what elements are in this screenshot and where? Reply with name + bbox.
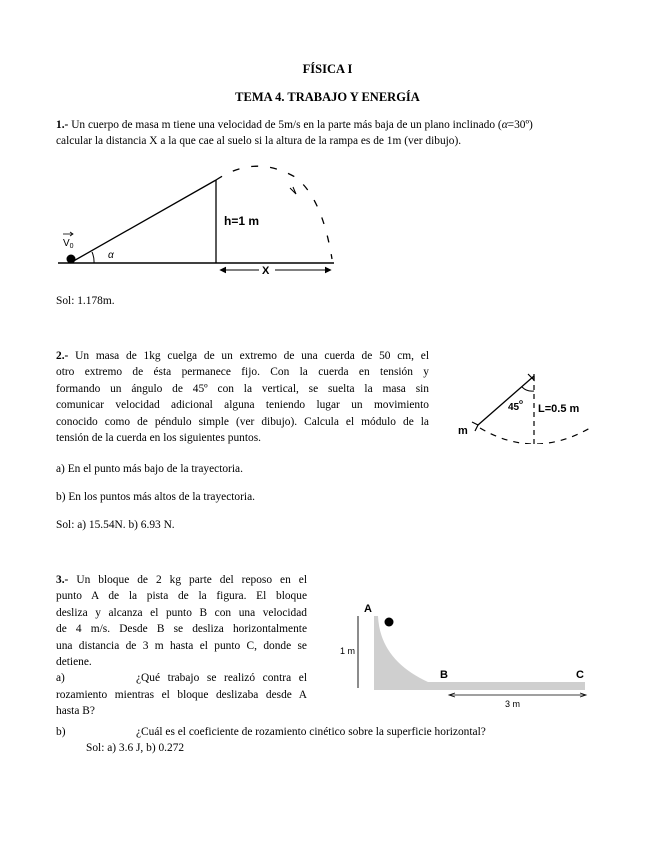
trajectory-arrow bbox=[290, 187, 296, 194]
point-c-label: C bbox=[576, 669, 584, 681]
track-figure bbox=[338, 598, 600, 710]
problem1-solution: Sol: 1.178m. bbox=[56, 295, 115, 307]
problem3-solution: Sol: a) 3.6 J, b) 0.272 bbox=[86, 742, 185, 754]
topic-title: TEMA 4. TRABAJO Y ENERGÍA bbox=[235, 90, 420, 104]
problem1-number: 1.- bbox=[56, 119, 69, 131]
problem2-item-b: b) En los puntos más altos de la trayectoria. bbox=[56, 491, 255, 503]
problem3-item-a-label: a) bbox=[56, 672, 65, 685]
mass-label: m bbox=[458, 425, 468, 437]
course-title: FÍSICA I bbox=[302, 62, 353, 76]
problem3-line: desliza y alcanza el punto B con una velocidad bbox=[56, 606, 307, 619]
angle-arc bbox=[92, 252, 94, 263]
problem3-number: 3.- bbox=[56, 574, 69, 586]
distance-arrowhead-left bbox=[220, 267, 226, 273]
problem3-item-b-label: b) bbox=[56, 726, 66, 738]
block-ball bbox=[385, 618, 394, 627]
problem2-line bbox=[56, 348, 429, 364]
trajectory-arc bbox=[216, 166, 332, 259]
problem3-item-b bbox=[56, 724, 616, 740]
problem3-statement bbox=[56, 572, 307, 720]
problem3-line bbox=[56, 572, 307, 588]
problem2-item-a: a) En el punto más bajo de la trayectoria. bbox=[56, 463, 243, 475]
problem3-item-a-end: hasta B? bbox=[56, 705, 95, 718]
pendulum-string bbox=[478, 376, 534, 425]
height-label: h=1 m bbox=[224, 214, 260, 228]
problem3-line: de 4 m/s. Desde B se desliza horizontalmente bbox=[56, 623, 307, 636]
point-a-label: A bbox=[364, 603, 372, 615]
height-label: 1 m bbox=[340, 646, 356, 656]
problem3-item-a-text: ¿Qué trabajo se realizó contra el bbox=[136, 672, 307, 685]
problem1-line1 bbox=[56, 117, 611, 133]
problem2-line: tensión de la cuerda en los siguientes puntos. bbox=[56, 432, 261, 445]
point-b-label: B bbox=[440, 669, 448, 681]
problem2-line: comunicar velocidad adicional alguna teniendo lugar un movimiento bbox=[56, 399, 429, 412]
swing-arc bbox=[480, 428, 590, 444]
angle-label: 45 bbox=[508, 402, 520, 413]
alpha-symbol: α bbox=[501, 119, 508, 131]
problem3-item-a-cont: rozamiento mientras el bloque deslizaba desde A bbox=[56, 688, 307, 701]
problem3-item-a-first bbox=[56, 670, 307, 686]
problem2-solution: Sol: a) 15.54N. b) 6.93 N. bbox=[56, 519, 175, 531]
track-surface bbox=[374, 616, 585, 690]
problem3-line: punto A de la pista de la figura. El bloque bbox=[56, 590, 307, 603]
ramp-line bbox=[70, 180, 216, 263]
problem3-line-text: Un bloque de 2 kg parte del reposo en el bbox=[76, 574, 307, 586]
problem1-line2: calcular la distancia X a la que cae al suelo si la altura de la rampa es de 1m (ver dibujo). bbox=[56, 135, 462, 148]
distance-label: 3 m bbox=[505, 699, 521, 709]
mass-marker bbox=[472, 422, 478, 431]
ball bbox=[67, 255, 76, 264]
problem1-statement bbox=[56, 117, 611, 150]
pendulum-figure bbox=[456, 372, 596, 444]
velocity-label: $V_0$ bbox=[63, 238, 74, 250]
angle-arc bbox=[522, 387, 534, 391]
problem3-item-b-text: ¿Cuál es el coeficiente de rozamiento cinético sobre la superficie horizontal? bbox=[136, 726, 486, 738]
problem2-line: formando un ángulo de 45º con la vertical, se suelta la masa sin bbox=[56, 382, 429, 395]
angle-label: α bbox=[108, 250, 114, 261]
problem1-text-b: =30º) bbox=[507, 119, 533, 131]
distance-label: X bbox=[262, 265, 270, 277]
problem2-line: otro extremo de ésta permanece fijo. Con la cuerda en tensión y bbox=[56, 366, 429, 379]
problem3-line: una distancia de 3 m hasta el punto C, donde se bbox=[56, 639, 307, 652]
problem2-number: 2.- bbox=[56, 350, 69, 362]
degree-sign bbox=[520, 401, 523, 404]
ramp-figure bbox=[50, 162, 350, 284]
length-label: L=0.5 m bbox=[538, 403, 580, 415]
problem2-line-text: Un masa de 1kg cuelga de un extremo de una cuerda de 50 cm, el bbox=[75, 350, 429, 362]
problem2-line: conocido como de péndulo simple (ver dibujo). Calcula el módulo de la bbox=[56, 415, 429, 428]
distance-arrowhead-right bbox=[325, 267, 331, 273]
problem1-text-a: Un cuerpo de masa m tiene una velocidad de 5m/s en la parte más baja de un plano inclinado ( bbox=[71, 119, 502, 131]
problem3-line: detiene. bbox=[56, 656, 92, 669]
problem2-statement bbox=[56, 348, 429, 446]
